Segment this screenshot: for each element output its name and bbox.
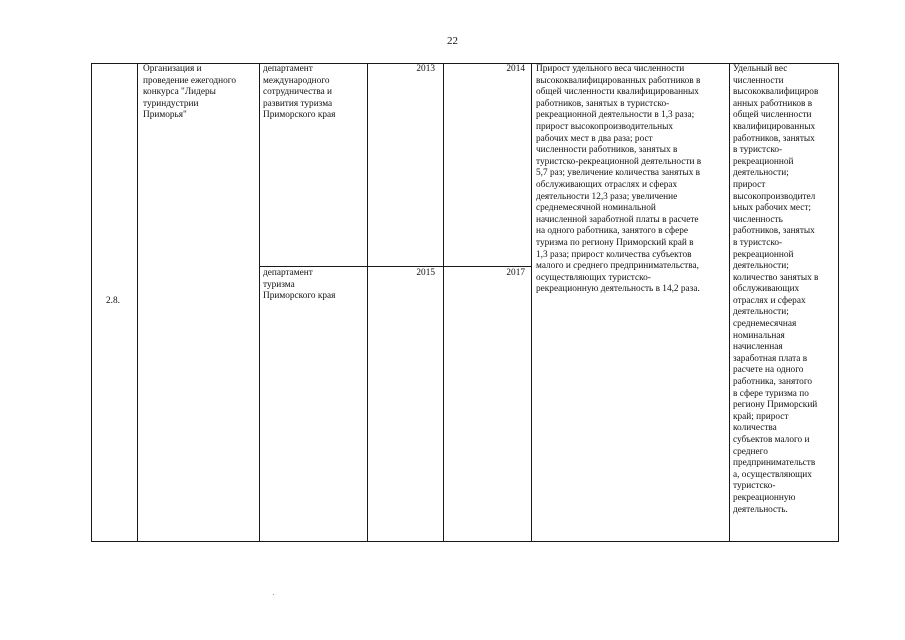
indicator-line: рекреационной <box>733 249 794 260</box>
indicator-line: региону Приморский <box>733 400 818 411</box>
event-name-line: Приморья" <box>143 110 187 121</box>
indicator-line: количество занятых в <box>733 272 819 283</box>
result-line: обслуживающих отраслях и сферах <box>536 179 678 190</box>
indicator-line: предпринимательств <box>733 458 816 469</box>
executor-line: туризма <box>263 279 295 290</box>
indicator-line: обслуживающих <box>733 284 800 295</box>
table-right-border <box>838 63 839 542</box>
end-year-1: 2014 <box>506 64 525 74</box>
indicator-line: номинальная <box>733 330 785 341</box>
executor-line: международного <box>263 75 330 86</box>
indicator-line: работников, занятых <box>733 226 815 237</box>
executor-line: Приморского края <box>263 110 336 121</box>
indicator-line: высококвалифициров <box>733 87 819 98</box>
result-line: малого и среднего предпринимательства, <box>536 261 699 272</box>
result-line: среднемесячной номинальной <box>536 203 656 214</box>
executor-row-divider <box>259 266 532 267</box>
end-year-2: 2017 <box>506 268 525 278</box>
indicator-line: количества <box>733 423 777 434</box>
indicator-line: в туристско- <box>733 145 783 156</box>
result-line: туризма по региону Приморский край в <box>536 237 694 248</box>
indicator-line: рекреационную <box>733 492 796 503</box>
column-divider-index <box>137 63 138 542</box>
page-number: 22 <box>447 35 458 47</box>
column-divider-end <box>531 63 532 542</box>
column-divider-result <box>729 63 730 542</box>
indicator-line: прирост <box>733 179 766 190</box>
executor-cell-2 <box>263 268 335 303</box>
column-divider-start <box>443 63 444 542</box>
start-year-1: 2013 <box>416 64 435 74</box>
indicator-line: в туристско- <box>733 237 783 248</box>
event-name-cell <box>143 64 236 122</box>
column-divider-executor <box>367 63 368 542</box>
executor-line: Приморского края <box>263 291 336 302</box>
start-year-2: 2015 <box>416 268 435 278</box>
indicator-line: расчете на одного <box>733 365 804 376</box>
result-line: осуществляющих туристско- <box>536 272 651 283</box>
indicator-line: туристско- <box>733 481 776 492</box>
indicator-line: в сфере туризма по <box>733 388 809 399</box>
indicator-line: квалифицированных <box>733 121 816 132</box>
indicator-line: отраслях и сферах <box>733 295 806 306</box>
result-line: прирост высокопроизводительных <box>536 121 674 132</box>
event-name-line: Организация и <box>143 64 202 74</box>
indicators-cell <box>733 64 818 516</box>
table-left-border <box>91 63 92 542</box>
result-line: на одного работника, занятого в сфере <box>536 226 688 237</box>
indicator-line: деятельность. <box>733 504 788 515</box>
result-line: деятельности 12,3 раза; увеличение <box>536 191 678 202</box>
result-line: рабочих мест в два раза; рост <box>536 133 653 144</box>
indicator-line: численности <box>733 75 784 86</box>
executor-cell-1 <box>263 64 335 122</box>
indicator-line: работников, занятых <box>733 133 815 144</box>
indicator-line: заработная плата в <box>733 353 808 364</box>
indicator-line: ьных рабочих мест; <box>733 203 811 214</box>
result-line: Прирост удельного веса численности <box>536 64 685 74</box>
result-line: 5,7 раз; увеличение количества занятых в <box>536 168 701 179</box>
result-line: работников, занятых в туристско- <box>536 98 670 109</box>
result-line: начисленной заработной платы в расчете <box>536 214 699 225</box>
column-divider-event <box>259 63 260 542</box>
result-line: общей численности квалифицированных <box>536 87 699 98</box>
expected-result-cell <box>536 64 701 296</box>
executor-line: сотрудничества и <box>263 87 333 98</box>
indicator-line: рекреационной <box>733 156 794 167</box>
row-index: 2.8. <box>106 296 120 306</box>
indicator-line: работника, занятого <box>733 377 813 388</box>
executor-line: департамент <box>263 268 313 278</box>
indicator-line: а, осуществляющих <box>733 469 812 480</box>
event-name-line: проведение ежегодного <box>143 75 236 86</box>
result-line: высококвалифицированных работников в <box>536 75 701 86</box>
indicator-line: деятельности; <box>733 307 789 318</box>
result-line: туристско-рекреационной деятельности в <box>536 156 702 167</box>
indicator-line: деятельности; <box>733 261 789 272</box>
indicator-line: общей численности <box>733 110 812 121</box>
indicator-line: высокопроизводител <box>733 191 816 202</box>
result-line: численности работников, занятых в <box>536 145 678 156</box>
indicator-line: край; прирост <box>733 411 789 422</box>
result-line: рекреационную деятельность в 14,2 раза. <box>536 284 700 295</box>
result-line: 1,3 раза; прирост количества субъектов <box>536 249 692 260</box>
event-name-line: туриндустрии <box>143 98 199 109</box>
executor-line: департамент <box>263 64 313 74</box>
indicator-line: начисленная <box>733 342 783 353</box>
indicator-line: численность <box>733 214 783 225</box>
indicator-line: анных работников в <box>733 98 813 109</box>
indicator-line: среднемесячная <box>733 319 797 330</box>
executor-line: развития туризма <box>263 98 333 109</box>
indicator-line: Удельный вес <box>733 64 788 74</box>
event-name-line: конкурса "Лидеры <box>143 87 216 98</box>
result-line: рекреационной деятельности в 1,3 раза; <box>536 110 695 121</box>
indicator-line: деятельности; <box>733 168 789 179</box>
table-bottom-border <box>91 541 839 542</box>
scan-speck <box>273 594 274 595</box>
indicator-line: среднего <box>733 446 768 457</box>
indicator-line: субъектов малого и <box>733 435 810 445</box>
